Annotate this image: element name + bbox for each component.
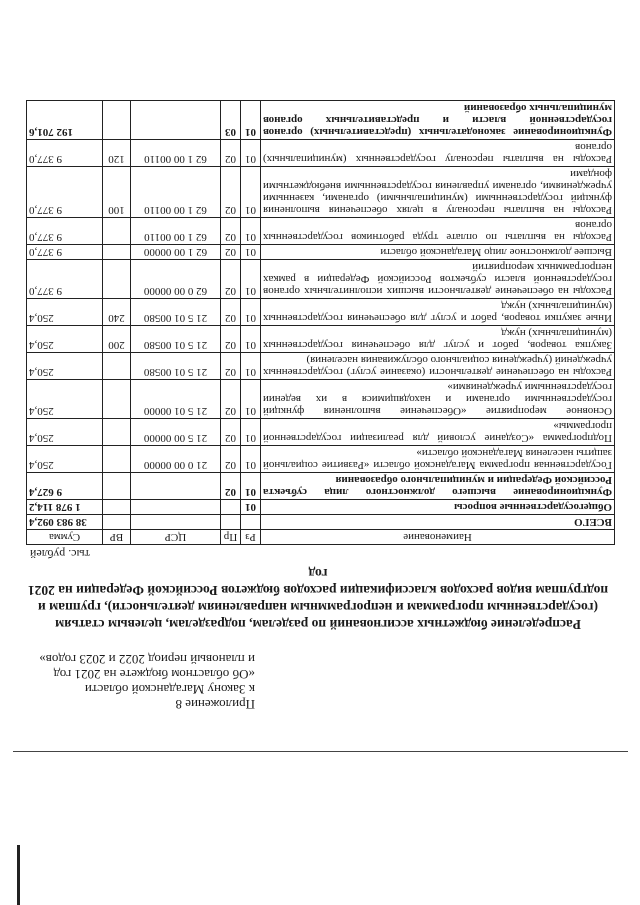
row-vr: 200 <box>103 326 131 353</box>
row-sum: 250,4 <box>27 419 103 446</box>
row-vr <box>103 380 131 419</box>
row-csr: 62 1 00 00110 <box>131 167 221 218</box>
row-rz: 01 <box>241 245 261 260</box>
table-row <box>27 500 615 515</box>
table-body <box>27 101 615 530</box>
row-vr <box>103 218 131 245</box>
row-vr <box>103 353 131 380</box>
appendix-line: «Об областном бюджете на 2021 год <box>53 667 255 682</box>
table-row <box>27 140 615 167</box>
row-rz: 01 <box>241 326 261 353</box>
row-rz: 01 <box>241 140 261 167</box>
appendix-line: Приложение 8 <box>175 697 255 712</box>
row-csr <box>131 500 221 515</box>
row-vr <box>103 260 131 299</box>
row-vr <box>103 419 131 446</box>
row-rz: 01 <box>241 473 261 500</box>
row-sum: 250,4 <box>27 446 103 473</box>
table-row <box>27 353 615 380</box>
row-name: Расходы на обеспечение деятельности (оказание услуг) государственных учреждений (учреждения социального обслуживания населения) <box>261 353 615 380</box>
row-vr <box>103 101 131 140</box>
row-name: Расходы на выплаты персоналу государственных (муниципальных) органов <box>261 140 615 167</box>
row-name: Расходы на обеспечение деятельности высших исполнительных органов государственной власти субъектов Российской Федерации в рамках непрограммных мероприятий <box>261 260 615 299</box>
row-csr: 62 0 00 00000 <box>131 260 221 299</box>
row-pr: 02 <box>221 353 241 380</box>
row-csr: 62 1 00 00110 <box>131 140 221 167</box>
row-sum: 250,4 <box>27 380 103 419</box>
row-sum: 250,4 <box>27 299 103 326</box>
table-row <box>27 167 615 218</box>
table-row <box>27 419 615 446</box>
row-rz: 01 <box>241 260 261 299</box>
row-sum: 9 627,4 <box>27 473 103 500</box>
row-sum: 9 377,0 <box>27 140 103 167</box>
row-sum: 9 377,0 <box>27 260 103 299</box>
row-pr: 02 <box>221 218 241 245</box>
row-pr: 02 <box>221 299 241 326</box>
table-row <box>27 260 615 299</box>
row-csr: 21 5 01 00000 <box>131 380 221 419</box>
row-rz: 01 <box>241 167 261 218</box>
header-sum: Сумма <box>27 530 103 545</box>
row-pr: 02 <box>221 260 241 299</box>
table-row <box>27 245 615 260</box>
table-row <box>27 380 615 419</box>
row-sum: 1 978 114,2 <box>27 500 103 515</box>
header-name: Наименование <box>261 530 615 545</box>
scan-edge-line <box>13 751 628 752</box>
row-sum: 192 701,6 <box>27 101 103 140</box>
row-name: Расходы на выплаты персоналу в целях обеспечения выполнения функций государственными (муниципальными) органами, казенными учреждениями, органами управления государственными внебюджетными фондами <box>261 167 615 218</box>
row-vr <box>103 473 131 500</box>
row-csr: 62 1 00 00000 <box>131 245 221 260</box>
row-vr <box>103 515 131 530</box>
row-pr: 02 <box>221 380 241 419</box>
row-csr: 21 5 01 00580 <box>131 326 221 353</box>
row-vr <box>103 500 131 515</box>
appendix-line: к Закону Магаданской области <box>84 682 255 697</box>
scan-edge-mark <box>17 845 20 905</box>
row-pr <box>221 515 241 530</box>
row-pr: 02 <box>221 140 241 167</box>
row-csr: 21 5 00 00000 <box>131 419 221 446</box>
row-csr: 21 0 00 00000 <box>131 446 221 473</box>
row-name: Подпрограмма «Создание условий для реализации государственной программы» <box>261 419 615 446</box>
row-sum: 250,4 <box>27 326 103 353</box>
header-rz: Рз <box>241 530 261 545</box>
row-rz: 01 <box>241 299 261 326</box>
table-row <box>27 515 615 530</box>
table-row <box>27 299 615 326</box>
row-pr: 02 <box>221 167 241 218</box>
row-sum: 250,4 <box>27 353 103 380</box>
row-csr: 21 5 01 00580 <box>131 353 221 380</box>
row-name: ВСЕГО <box>261 515 615 530</box>
row-csr <box>131 515 221 530</box>
row-pr: 02 <box>221 473 241 500</box>
row-name: Иные закупки товаров, работ и услуг для обеспечения государственных (муниципальных) нужд <box>261 299 615 326</box>
row-rz: 01 <box>241 380 261 419</box>
table-header-row <box>27 530 615 545</box>
row-sum: 38 983 092,4 <box>27 515 103 530</box>
row-csr <box>131 101 221 140</box>
row-vr <box>103 245 131 260</box>
row-pr: 02 <box>221 419 241 446</box>
row-pr: 02 <box>221 446 241 473</box>
row-name: Функционирование высшего должностного лица субъекта Российской Федерации и муниципального образования <box>261 473 615 500</box>
row-name: Расходы на выплаты по оплате труда работников государственных органов <box>261 218 615 245</box>
row-pr: 02 <box>221 245 241 260</box>
row-name: Высшее должностное лицо Магаданской области <box>261 245 615 260</box>
row-rz: 01 <box>241 101 261 140</box>
row-name: Основное мероприятие «Обеспечение выполнения функций государственными органами и находящимися в их ведении государственными учреждениями» <box>261 380 615 419</box>
table-row <box>27 101 615 140</box>
table-row <box>27 326 615 353</box>
row-pr: 03 <box>221 101 241 140</box>
table-row <box>27 218 615 245</box>
row-rz: 01 <box>241 500 261 515</box>
row-rz: 01 <box>241 419 261 446</box>
budget-table <box>26 100 615 545</box>
row-pr <box>221 500 241 515</box>
row-vr: 100 <box>103 167 131 218</box>
row-rz: 01 <box>241 353 261 380</box>
header-vr: ВР <box>103 530 131 545</box>
row-sum: 9 377,0 <box>27 245 103 260</box>
row-rz <box>241 515 261 530</box>
row-csr: 62 1 00 00110 <box>131 218 221 245</box>
row-name: Общегосударственные вопросы <box>261 500 615 515</box>
row-name: Функционирование законодательных (представительных) органов государственной власти и представительных органов муниципальных образований <box>261 101 615 140</box>
header-pr: Пр <box>221 530 241 545</box>
units-label: тыс. рублей <box>30 547 90 561</box>
row-vr: 240 <box>103 299 131 326</box>
row-vr <box>103 446 131 473</box>
appendix-header <box>15 652 255 712</box>
row-rz: 01 <box>241 218 261 245</box>
table-row <box>27 473 615 500</box>
row-csr: 21 5 01 00580 <box>131 299 221 326</box>
row-pr: 02 <box>221 326 241 353</box>
row-name: Государственная программа Магаданской области «Развитие социальной защиты населения Магаданской области» <box>261 446 615 473</box>
row-csr <box>131 473 221 500</box>
appendix-line: и плановый период 2022 и 2023 годов» <box>39 652 255 667</box>
table-row <box>27 446 615 473</box>
row-sum: 9 377,0 <box>27 218 103 245</box>
header-csr: ЦСР <box>131 530 221 545</box>
document-title: Распределение бюджетных ассигнований по разделам, подразделам, целевым статьям (государственным программам и непрограммным направлениям деятельности), группам и подгруппам видов расходов классификации расходов бюджетов Российской Федерации на 2021 год <box>27 566 609 632</box>
row-name: Закупка товаров, работ и услуг для обеспечения государственных (муниципальных) нужд <box>261 326 615 353</box>
row-vr: 120 <box>103 140 131 167</box>
row-rz: 01 <box>241 446 261 473</box>
row-sum: 9 377,0 <box>27 167 103 218</box>
